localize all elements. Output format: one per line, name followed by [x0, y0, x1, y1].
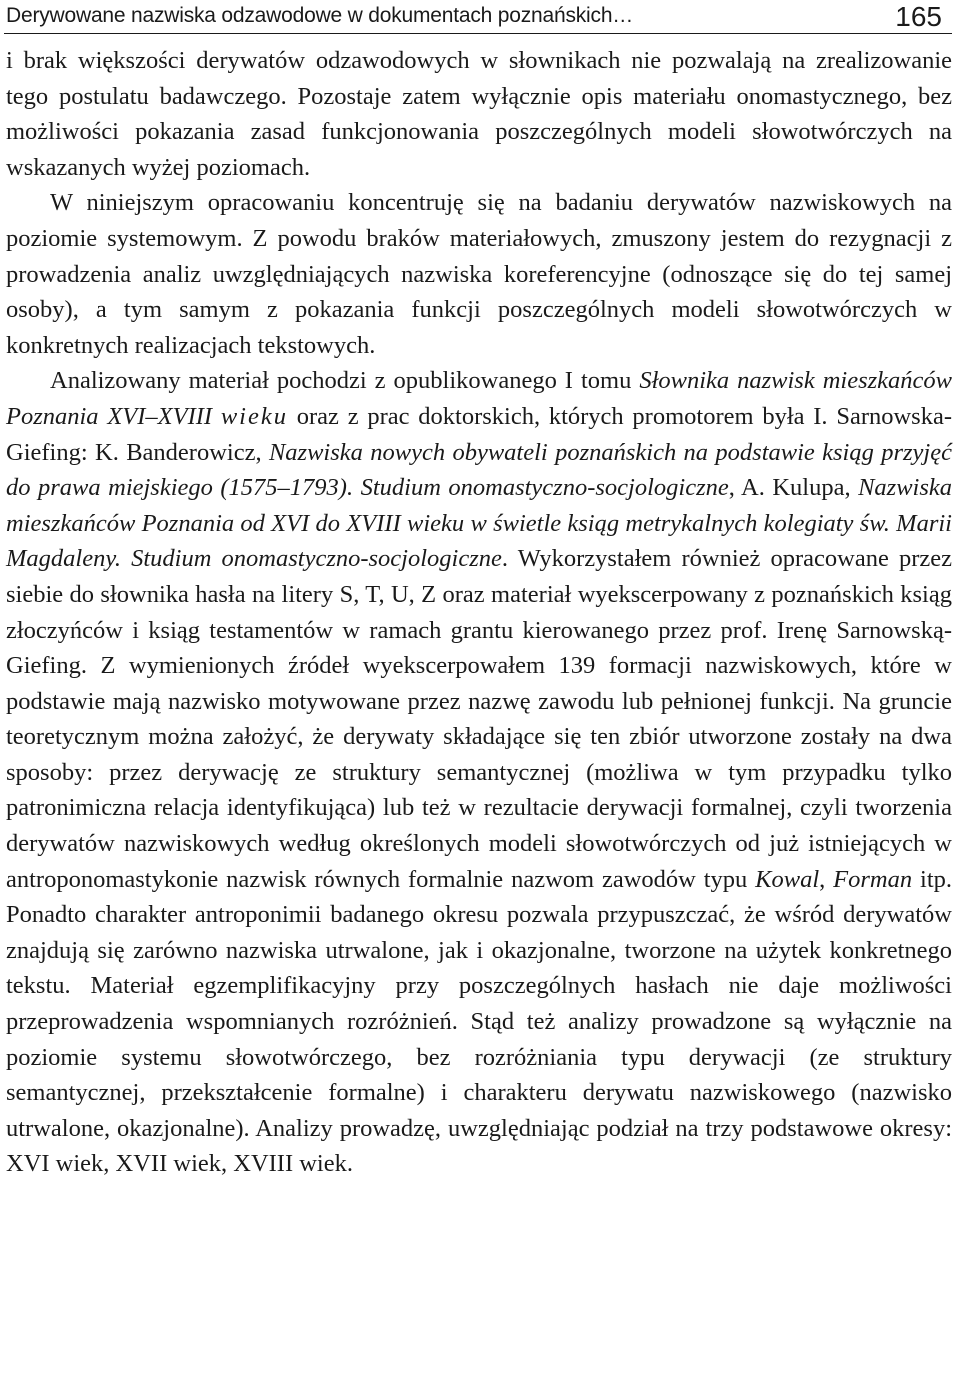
cited-work-title: Nazwiska mieszkańców Poznania od XVI do XVIII wieku w świetle ksiąg metrykalnych kolegiaty św. Marii Magdaleny. Studium onomastyczno-socjologiczne: [6, 474, 953, 573]
paragraph-3: [6, 363, 952, 1182]
example-surname: Forman: [833, 865, 913, 893]
page-number: 165: [895, 1, 942, 32]
paragraph-text: itp. Ponadto charakter antroponimii badanego okresu pozwala przypuszczać, że wśród derywatów znajdują się zarówno nazwiska utrwalone, jak i okazjonalne, tworzone na użytek konkretnego tekstu. Materiał egzemplifikacyjny przy poszczególnych hasłach nie daje możliwości przeprowadzenia wspomnianych rozróżnień. Stąd też analizy prowadzone są wyłącznie na poziomie systemu słowotwórczego, bez rozróżniania typu derywacji (ze struktury semantycznej, przekształcenie formalne) i charakteru derywatu nazwiskowego (nazwisko utrwalone, okazjonalne). Analizy prowadzę, uwzględniając podział na trzy podstawowe okresy: XVI wiek, XVII wiek, XVIII wiek.: [6, 865, 952, 1178]
paragraph-text: oraz z prac doktorskich, których promotorem była I. Sarnowska-Giefing: K. Banderowicz,: [6, 402, 952, 466]
paragraph-text: Analizowany materiał pochodzi z opublikowanego I tomu: [50, 367, 640, 395]
running-title: Derywowane nazwiska odzawodowe w dokumentach poznańskich…: [6, 4, 634, 27]
paragraph-2: [6, 185, 952, 363]
paragraph-text: W niniejszym opracowaniu koncentruję się na badaniu derywatów nazwiskowych na poziomie systemowym. Z powodu braków materiałowych, zmuszony jestem do rezygnacji z prowadzenia analiz uwzględniających nazwiska koreferencyjne (odnoszące się do tej samej osoby), a tym samym z pokazania funkcji poszczególnych modeli słowotwórczych w konkretnych realizacjach tekstowych.: [6, 189, 952, 359]
book-title-italic: Słownika nazwisk mieszkańców Poznania XVI–XVIII: [6, 367, 952, 430]
paragraph-text: . Wykorzystałem również opracowane przez siebie do słownika hasła na litery S, T, U, Z oraz materiał wyekscerpowany z poznańskich ksiąg złoczyńców i ksiąg testamentów w ramach grantu kierowanego przez prof. Irenę Sarnowską-Giefing. Z wymienionych źródeł wyekscerpowałem 139 formacji nazwiskowych, które w podstawie mają nazwisko motywowane przez nazwę zawodu lub pełnionej funkcji. Na gruncie teoretycznym można założyć, że derywaty składające się ten zbiór utworzone zostały na dwa sposoby: przez derywację ze struktury semantycznej (możliwa w tym przypadku tylko patronimiczna relacja identyfikująca) lub też w rezultacie derywacji formalnej, czyli tworzenia derywatów nazwiskowych według określonych modeli słowotwórczych od już istniejących w antroponomastykonie nazwisk równych formalnie nazwom zawodów typu: [6, 545, 952, 893]
book-title-spaced: wieku: [220, 402, 288, 430]
paragraph-text: , A. Kulupa,: [728, 474, 859, 502]
paragraph-text: ,: [819, 865, 834, 893]
paragraph-text: i brak większości derywatów odzawodowych w słownikach nie pozwalają na zrealizowanie tego postulatu badawczego. Pozostaje zatem wyłącznie opis materiału onomastycznego, bez możliwości pokazania zasad funkcjonowania poszczególnych modeli słowotwórczych na wskazanych wyżej poziomach.: [6, 47, 952, 181]
body-text: [4, 43, 952, 1182]
example-surname: Kowal: [755, 865, 820, 893]
cited-work-title: Nazwiska nowych obywateli poznańskich na podstawie ksiąg przyjęć do prawa miejskiego (1575–1793). Studium onomastyczno-socjologiczne: [6, 438, 952, 502]
running-header: [4, 0, 952, 34]
paragraph-1: [6, 43, 952, 185]
